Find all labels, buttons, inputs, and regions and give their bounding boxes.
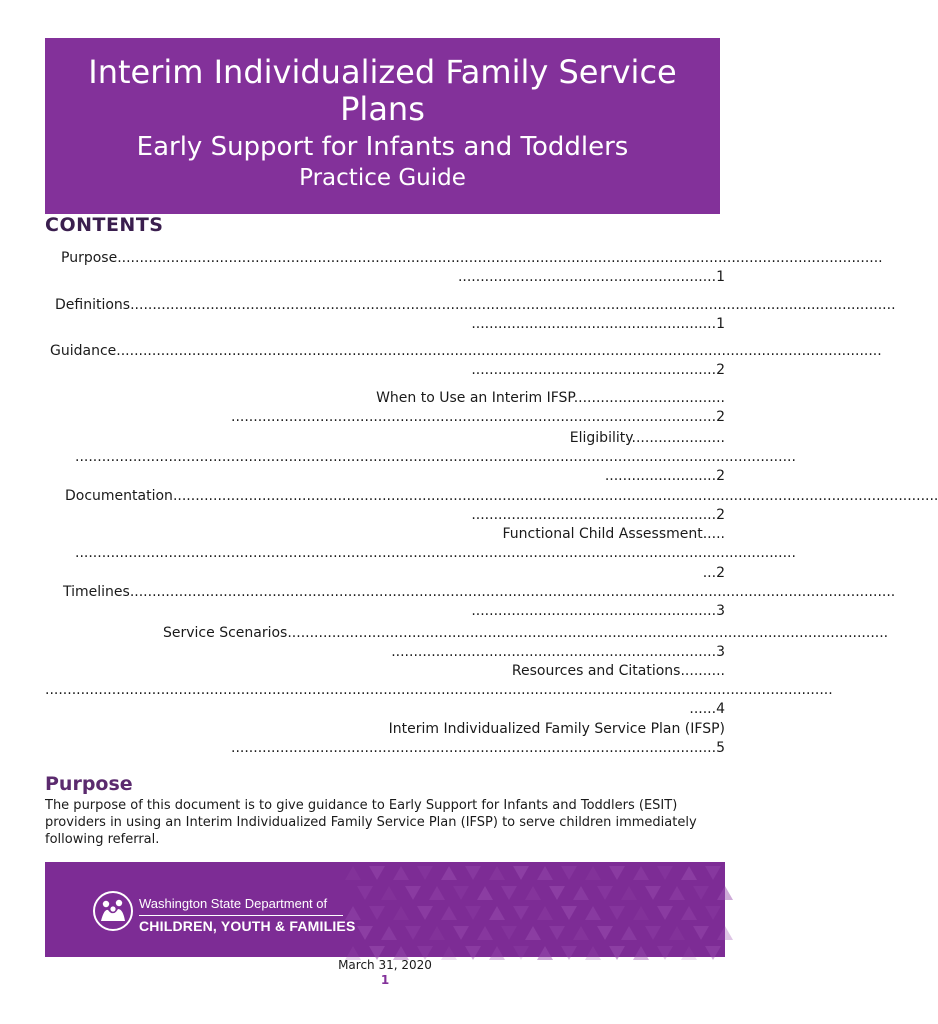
toc-entry-label: Functional Child Assessment	[502, 526, 703, 542]
pattern-triangle	[681, 866, 697, 880]
toc-entry-service-scenarios-page-line	[340, 643, 725, 661]
purpose-paragraph: The purpose of this document is to give guidance to Early Support for Infants and Toddlers (ESIT) providers in using an Interim Individualized Family Service Plan (IFSP) to serve children immediately following referral.	[45, 798, 697, 847]
pattern-triangle	[561, 866, 577, 880]
toc-entry-label: When to Use an Interim IFSP	[376, 390, 574, 406]
pattern-triangle	[501, 886, 517, 900]
toc-entry-page: 5	[716, 740, 725, 756]
toc-leader-dots: ............................................................................................................................................................................	[117, 250, 883, 266]
toc-entry-resources-page-line	[660, 700, 725, 718]
pattern-triangle	[357, 886, 373, 900]
pattern-triangle	[417, 866, 433, 880]
toc-entry-page: 2	[716, 468, 725, 484]
pattern-triangle	[597, 926, 613, 940]
footer-date: March 31, 2020	[338, 958, 432, 972]
pattern-triangle	[537, 906, 553, 920]
document-title-line1: Interim Individualized Family Service	[88, 53, 677, 91]
org-name-line1: Washington State Department of	[139, 896, 328, 911]
toc-entry-documentation[interactable]	[65, 487, 938, 505]
pattern-triangle	[621, 886, 637, 900]
pattern-triangle	[477, 926, 493, 940]
toc-leader-dots: .......................................................	[471, 316, 717, 332]
pattern-triangle	[489, 866, 505, 880]
pattern-triangle	[585, 906, 601, 920]
toc-entry-service-scenarios[interactable]	[163, 624, 889, 642]
pattern-triangle	[549, 886, 565, 900]
toc-entry-label: Service Scenarios	[163, 625, 288, 641]
pattern-triangle	[405, 886, 421, 900]
pattern-triangle	[465, 906, 481, 920]
toc-entry-page: 2	[716, 409, 725, 425]
pattern-triangle	[489, 906, 505, 920]
pattern-triangle	[501, 926, 517, 940]
pattern-triangle	[705, 866, 721, 880]
toc-entry-label: Documentation	[65, 488, 173, 504]
toc-entry-eligibility[interactable]	[450, 429, 725, 447]
toc-leader-dots: .........................	[604, 468, 717, 484]
toc-entry-purpose-page-line	[420, 268, 725, 286]
toc-entry-page: 3	[716, 603, 725, 619]
page-number: 1	[380, 973, 390, 987]
toc-entry-label: Purpose	[61, 250, 118, 266]
toc-entry-definitions[interactable]	[55, 296, 896, 314]
toc-entry-page: 1	[716, 269, 725, 285]
pattern-triangle	[645, 926, 661, 940]
pattern-triangle	[525, 886, 541, 900]
toc-entry-page: 4	[716, 701, 725, 717]
pattern-triangle	[681, 906, 697, 920]
toc-leader-dots: .............................................................................................................	[231, 409, 717, 425]
pattern-triangle	[597, 886, 613, 900]
toc-leader-dots: ......	[689, 701, 717, 717]
toc-leader-dots: .........................................................................	[391, 644, 717, 660]
pattern-triangle	[453, 886, 469, 900]
toc-leader-dots: .......................................................	[471, 603, 717, 619]
toc-entry-timelines-page-line	[420, 602, 725, 620]
family-logo-icon	[92, 890, 134, 932]
pattern-triangle	[549, 926, 565, 940]
toc-entry-label: Eligibility	[569, 430, 632, 446]
pattern-triangle	[633, 866, 649, 880]
toc-leader-dots: ............................................................................................................................................................................	[172, 488, 938, 504]
toc-entry-eligibility-dots	[75, 448, 796, 466]
toc-entry-when-to-use[interactable]	[300, 389, 725, 407]
pattern-triangle	[525, 926, 541, 940]
pattern-triangle	[693, 886, 709, 900]
pattern-triangle	[657, 906, 673, 920]
pattern-triangle	[345, 866, 361, 880]
pattern-triangle	[381, 886, 397, 900]
pattern-triangle	[633, 906, 649, 920]
toc-entry-guidance-page-line	[420, 361, 725, 379]
pattern-triangle	[453, 926, 469, 940]
pattern-triangle	[369, 866, 385, 880]
toc-entry-label: Timelines	[63, 584, 130, 600]
pattern-triangle	[609, 866, 625, 880]
pattern-triangle	[657, 866, 673, 880]
pattern-triangle	[513, 866, 529, 880]
toc-entry-definitions-page-line	[420, 315, 725, 333]
pattern-triangle	[369, 906, 385, 920]
toc-leader-dots: .................................................................................................................................................................................	[45, 682, 833, 698]
document-subtitle: Early Support for Infants and Toddlers	[136, 132, 629, 162]
pattern-triangle	[429, 926, 445, 940]
toc-entry-functional-assessment-page-line	[660, 564, 725, 582]
toc-entry-resources[interactable]	[440, 662, 725, 680]
toc-leader-dots: ..................................................................................................................................................................	[75, 449, 796, 465]
toc-leader-dots: ............................................................................................................................................................................	[129, 584, 896, 600]
toc-leader-dots: ..................................................................................................................................................................	[75, 545, 796, 561]
pattern-triangle	[717, 886, 733, 900]
pattern-triangle	[717, 926, 733, 940]
toc-entry-eligibility-page-line	[560, 467, 725, 485]
toc-entry-guidance[interactable]	[50, 342, 882, 360]
pattern-triangle	[393, 906, 409, 920]
toc-leader-dots: .....................	[631, 430, 725, 446]
pattern-triangle	[573, 886, 589, 900]
toc-leader-dots: ..........	[680, 663, 725, 679]
toc-leader-dots: ..................................	[573, 390, 725, 406]
pattern-triangle	[585, 866, 601, 880]
toc-entry-documentation-page-line	[420, 506, 725, 524]
toc-entry-page: 2	[716, 507, 725, 523]
org-name-line2: CHILDREN, YOUTH & FAMILIES	[139, 918, 356, 934]
purpose-heading: Purpose	[45, 773, 133, 795]
pattern-triangle	[465, 866, 481, 880]
org-name-divider	[139, 915, 343, 916]
toc-entry-page: 3	[716, 644, 725, 660]
toc-entry-interim-ifsp-page-line	[170, 739, 725, 757]
toc-entry-label: Interim Individualized Family Service Plan (IFSP)	[388, 721, 725, 737]
pattern-triangle	[609, 906, 625, 920]
pattern-triangle	[477, 886, 493, 900]
toc-entry-label: Resources and Citations	[511, 663, 681, 679]
toc-entry-functional-assessment[interactable]	[420, 525, 725, 543]
toc-leader-dots: .......................................................................................................................................	[287, 625, 889, 641]
toc-entry-resources-dots	[45, 681, 833, 699]
toc-entry-functional-assessment-dots	[75, 544, 796, 562]
toc-entry-page: 2	[716, 565, 725, 581]
pattern-triangle	[357, 926, 373, 940]
pattern-triangle	[537, 866, 553, 880]
toc-leader-dots: .......................................................	[471, 507, 717, 523]
pattern-triangle	[669, 886, 685, 900]
toc-entry-label: Guidance	[50, 343, 117, 359]
pattern-triangle	[621, 926, 637, 940]
pattern-triangle	[513, 906, 529, 920]
footer-banner	[45, 862, 725, 957]
pattern-triangle	[669, 926, 685, 940]
pattern-triangle	[561, 906, 577, 920]
toc-leader-dots: .............................................................................................................	[231, 740, 717, 756]
title-banner	[45, 38, 720, 214]
pattern-triangle	[645, 886, 661, 900]
pattern-triangle	[393, 866, 409, 880]
toc-leader-dots: ..........................................................	[457, 269, 717, 285]
document-title-line2: Plans	[340, 90, 425, 128]
toc-leader-dots: ............................................................................................................................................................................	[116, 343, 882, 359]
toc-entry-purpose[interactable]	[61, 249, 883, 267]
toc-leader-dots: ............................................................................................................................................................................	[130, 297, 896, 313]
pattern-triangle	[441, 906, 457, 920]
pattern-triangle	[405, 926, 421, 940]
pattern-triangle	[573, 926, 589, 940]
pattern-triangle	[705, 906, 721, 920]
toc-leader-dots: ...	[702, 565, 717, 581]
pattern-triangle	[381, 926, 397, 940]
pattern-triangle	[693, 926, 709, 940]
toc-leader-dots: .......................................................	[471, 362, 717, 378]
toc-entry-when-to-use-page-line	[170, 408, 725, 426]
toc-leader-dots: .....	[702, 526, 725, 542]
contents-heading: CONTENTS	[45, 214, 164, 236]
toc-entry-label: Definitions	[55, 297, 131, 313]
triangle-pattern	[345, 862, 725, 957]
pattern-triangle	[417, 906, 433, 920]
pattern-triangle	[429, 886, 445, 900]
pattern-triangle	[441, 866, 457, 880]
toc-entry-timelines[interactable]	[63, 583, 896, 601]
toc-entry-page: 1	[716, 316, 725, 332]
toc-entry-page: 2	[716, 362, 725, 378]
document-type: Practice Guide	[299, 165, 466, 191]
toc-entry-interim-ifsp[interactable]	[300, 720, 725, 738]
